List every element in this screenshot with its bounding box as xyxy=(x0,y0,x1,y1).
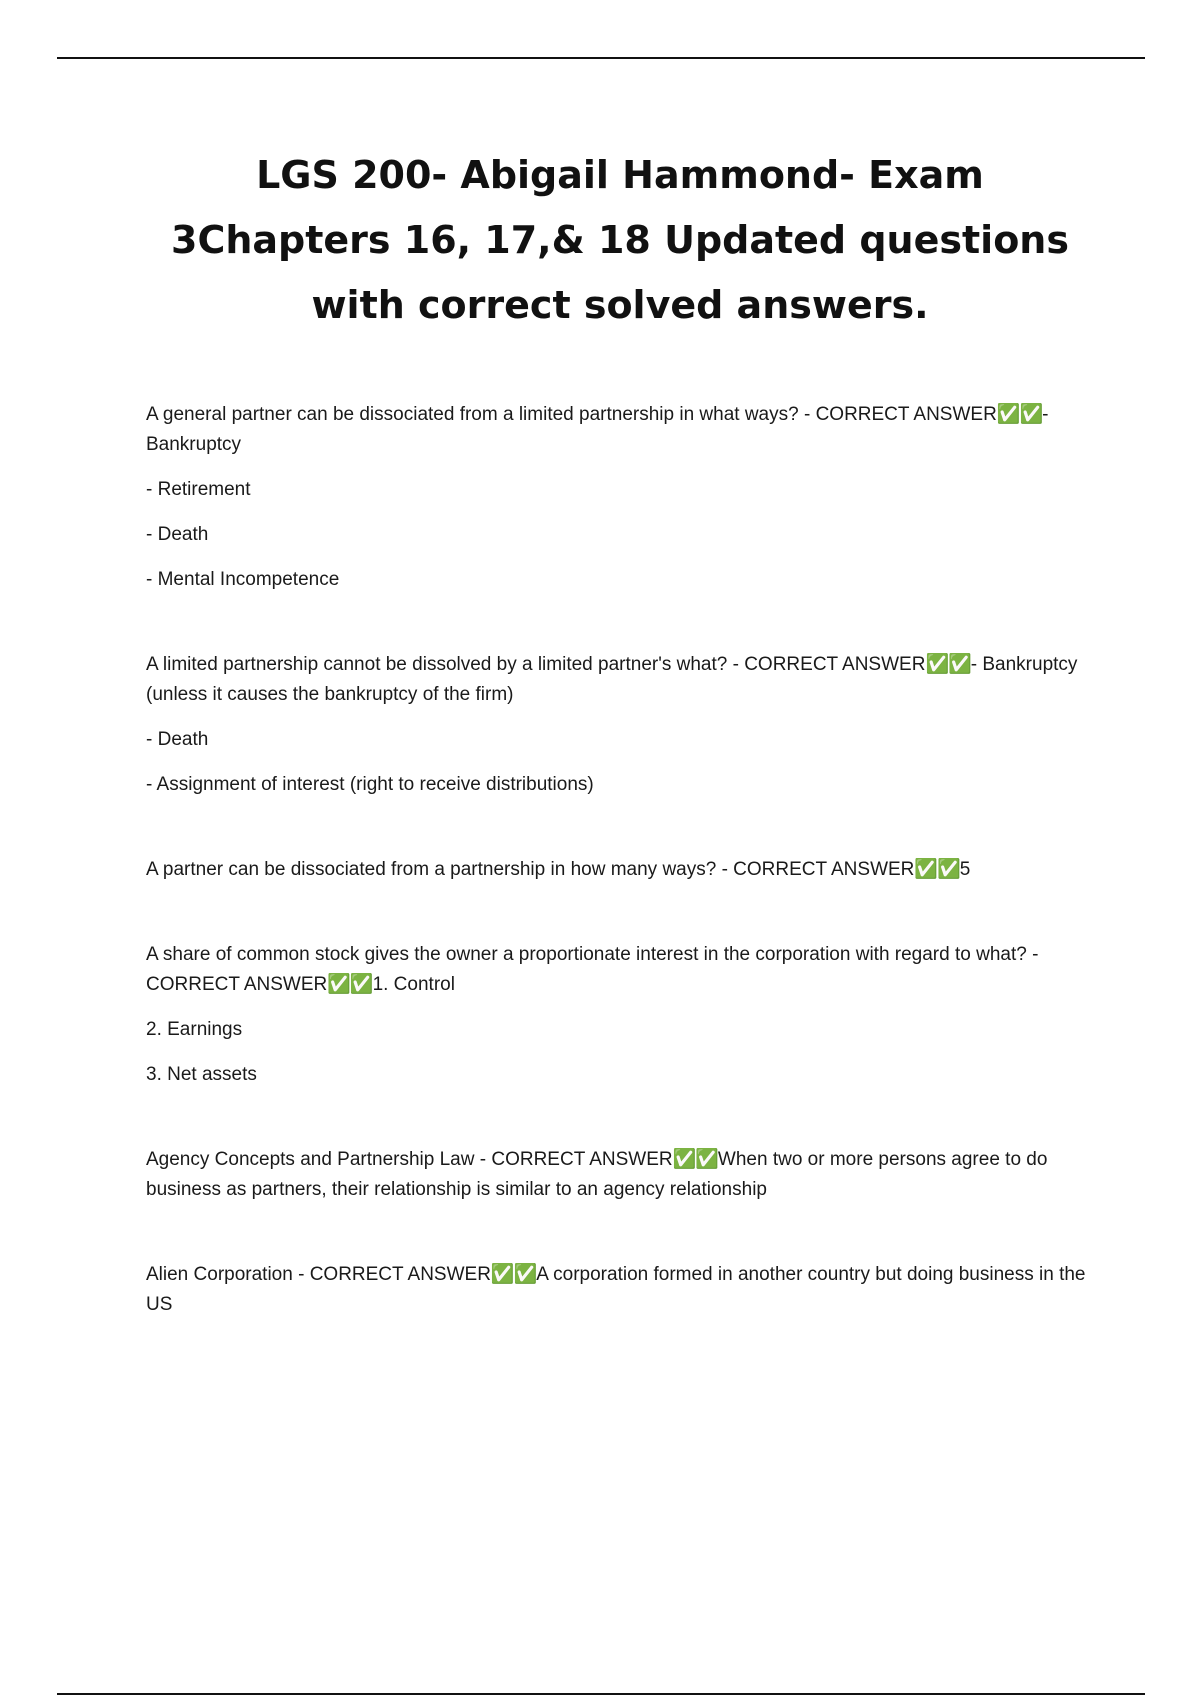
check-mark-icon: ✅✅ xyxy=(914,859,960,880)
answer-line: - Death xyxy=(146,729,209,750)
check-mark-icon: ✅✅ xyxy=(996,404,1043,425)
qa-list xyxy=(146,400,1096,1375)
check-mark-icon: ✅✅ xyxy=(327,974,373,995)
question-line xyxy=(146,400,1096,460)
answer-line: 3. Net assets xyxy=(146,1064,257,1085)
check-mark-icon: ✅✅ xyxy=(672,1149,718,1170)
answer-line: - Death xyxy=(146,524,209,545)
question-line xyxy=(146,650,1096,710)
question-line xyxy=(146,940,1096,1000)
qa-entry xyxy=(146,650,1096,800)
answer-text: - Bankruptcy (unless it causes the bankruptcy of the firm) xyxy=(146,654,1078,705)
question-text: A limited partnership cannot be dissolved by a limited partner's what? - CORRECT ANSWER xyxy=(146,654,926,675)
answer-text: - Bankruptcy xyxy=(146,404,1049,455)
qa-entry xyxy=(146,400,1096,595)
question-line xyxy=(146,1260,1096,1320)
qa-entry xyxy=(146,1260,1096,1320)
answer-line: - Mental Incompetence xyxy=(146,569,340,590)
question-text: A general partner can be dissociated from a limited partnership in what ways? - CORRECT ANSWER xyxy=(146,404,997,425)
question-text: A share of common stock gives the owner a proportionate interest in the corporation with regard to what? - CORRECT ANSWER xyxy=(146,944,1039,995)
question-text: Agency Concepts and Partnership Law - CORRECT ANSWER xyxy=(146,1149,673,1170)
question-line xyxy=(146,855,1096,885)
document-title: LGS 200- Abigail Hammond- Exam 3Chapters 16, 17,& 18 Updated questions with correct solved answers. xyxy=(171,153,1069,327)
check-mark-icon: ✅✅ xyxy=(490,1264,537,1285)
answer-line: - Retirement xyxy=(146,479,251,500)
answer-text: 5 xyxy=(959,859,971,880)
answer-line: 2. Earnings xyxy=(146,1019,243,1040)
answer-text: 1. Control xyxy=(372,974,455,995)
bottom-rule xyxy=(57,1693,1145,1695)
check-mark-icon: ✅✅ xyxy=(925,654,971,675)
question-text: Alien Corporation - CORRECT ANSWER xyxy=(146,1264,491,1285)
question-text: A partner can be dissociated from a partnership in how many ways? - CORRECT ANSWER xyxy=(146,859,915,880)
question-line xyxy=(146,1145,1096,1205)
top-rule xyxy=(57,57,1145,59)
answer-text: When two or more persons agree to do business as partners, their relationship is similar to an agency relationship xyxy=(146,1149,1048,1200)
qa-entry xyxy=(146,940,1096,1090)
qa-entry xyxy=(146,855,1096,885)
answer-line: - Assignment of interest (right to receive distributions) xyxy=(146,774,594,795)
answer-text: A corporation formed in another country but doing business in the US xyxy=(146,1264,1086,1315)
qa-entry xyxy=(146,1145,1096,1205)
